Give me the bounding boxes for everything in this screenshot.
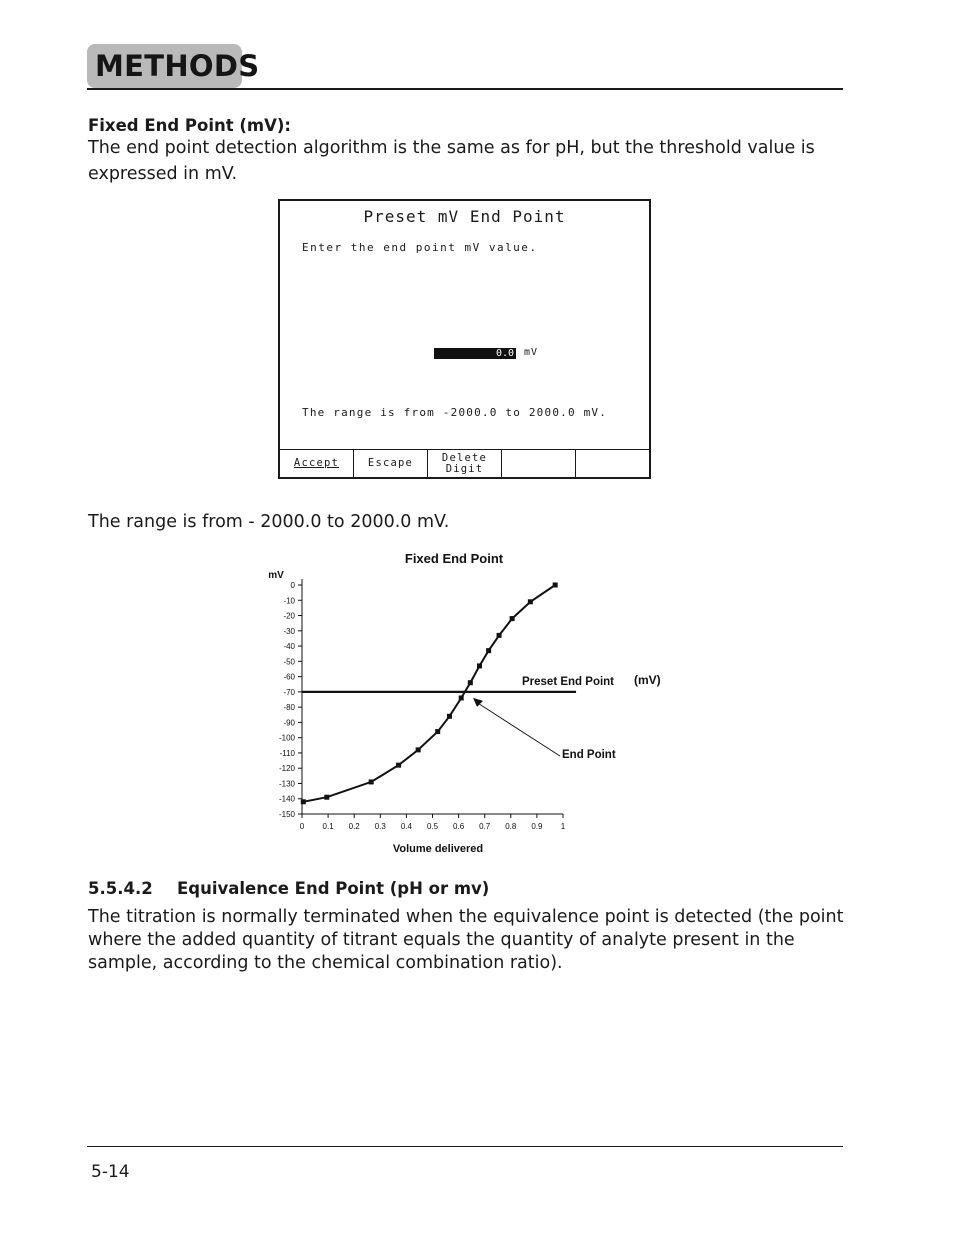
data-point [369, 779, 374, 784]
preset-end-point-unit: (mV) [634, 672, 661, 687]
x-tick-label: 0 [299, 822, 305, 831]
data-point [553, 583, 558, 588]
data-point [301, 799, 306, 804]
data-point [468, 680, 473, 685]
mv-value-field[interactable]: 0.0 [434, 348, 516, 359]
y-tick-label: -70 [283, 687, 295, 697]
x-tick-label: 0.1 [322, 822, 334, 831]
y-tick-label: -20 [283, 611, 295, 621]
header-rule [87, 88, 843, 90]
equivalence-description: The titration is normally terminated when the equivalence point is detected (the point where the added quantity of titrant equals the quantity of analyte present in the sample, according to the chemical combination ratio). [88, 907, 844, 973]
x-tick-label: 1 [560, 822, 566, 831]
y-axis-label: mV [268, 570, 284, 581]
accept-softkey[interactable] [280, 450, 354, 477]
data-point [435, 729, 440, 734]
data-point [324, 795, 329, 800]
y-tick-label: -50 [283, 657, 295, 667]
y-tick-label: 0 [290, 581, 295, 590]
x-tick-label: 0.9 [531, 822, 543, 831]
range-text: The range is from - 2000.0 to 2000.0 mV. [88, 512, 450, 532]
page-number: 5-14 [91, 1162, 130, 1182]
section-number: 5.5.4.2 [88, 879, 153, 898]
screen-title: Preset mV End Point [363, 207, 566, 226]
y-tick-label: -40 [283, 642, 295, 652]
escape-softkey[interactable] [354, 450, 428, 477]
empty-softkey-4[interactable] [502, 450, 576, 477]
y-tick-label: -60 [283, 672, 295, 682]
titration-curve [303, 585, 555, 802]
section-5-5-4-2-heading [88, 879, 489, 898]
y-tick-label: -30 [283, 626, 295, 636]
softkey-bar [280, 449, 649, 477]
data-point [528, 599, 533, 604]
fixed-end-point-description: The end point detection algorithm is the same as for pH, but the threshold value is expressed in mV. [88, 138, 815, 184]
screen-prompt: Enter the end point mV value. [302, 241, 538, 254]
y-tick-label: -100 [278, 733, 295, 743]
escape-softkey-label: Escape [367, 457, 414, 469]
section-badge-label: METHODS [95, 49, 260, 83]
accept-softkey-label: Accept [293, 457, 340, 469]
data-point [447, 714, 452, 719]
data-point [459, 695, 464, 700]
section-title: Equivalence End Point (pH or mv) [177, 879, 490, 898]
delete-digit-line1: Delete [441, 451, 488, 464]
y-tick-label: -90 [283, 718, 295, 728]
section-badge [87, 44, 260, 88]
data-point [486, 648, 491, 653]
data-point [396, 763, 401, 768]
data-point [477, 663, 482, 668]
y-tick-label: -120 [278, 764, 295, 774]
y-tick-label: -140 [278, 794, 295, 804]
mv-unit-label: mV [524, 347, 539, 358]
y-tick-label: -80 [283, 703, 295, 713]
x-tick-label: 0.4 [400, 822, 412, 831]
delete-digit-line2: Digit [445, 462, 484, 475]
footer-rule [87, 1146, 843, 1147]
delete-digit-softkey[interactable] [428, 450, 502, 477]
data-point [497, 633, 502, 638]
x-tick-label: 0.7 [479, 822, 491, 831]
data-point [416, 747, 421, 752]
empty-softkey-5[interactable] [576, 450, 649, 477]
end-point-leader [479, 704, 560, 756]
y-tick-label: -150 [278, 810, 295, 819]
fixed-end-point-chart [240, 545, 710, 860]
screen-range-note: The range is from -2000.0 to 2000.0 mV. [302, 406, 608, 419]
data-point [510, 616, 515, 621]
y-tick-label: -10 [283, 596, 295, 606]
preset-end-point-label: Preset End Point [522, 675, 615, 688]
x-tick-label: 0.5 [426, 822, 439, 831]
instrument-screen [278, 199, 651, 479]
x-tick-label: 0.8 [505, 822, 517, 831]
fixed-end-point-heading: Fixed End Point (mV): [88, 116, 291, 135]
x-tick-label: 0.6 [453, 822, 465, 831]
y-tick-label: -110 [279, 748, 295, 758]
x-axis-label: Volume delivered [392, 843, 484, 855]
chart-title: Fixed End Point [404, 551, 504, 566]
x-tick-label: 0.2 [348, 822, 360, 831]
x-tick-label: 0.3 [374, 822, 386, 831]
end-point-label: End Point [562, 749, 616, 761]
y-tick-label: -130 [278, 779, 295, 789]
